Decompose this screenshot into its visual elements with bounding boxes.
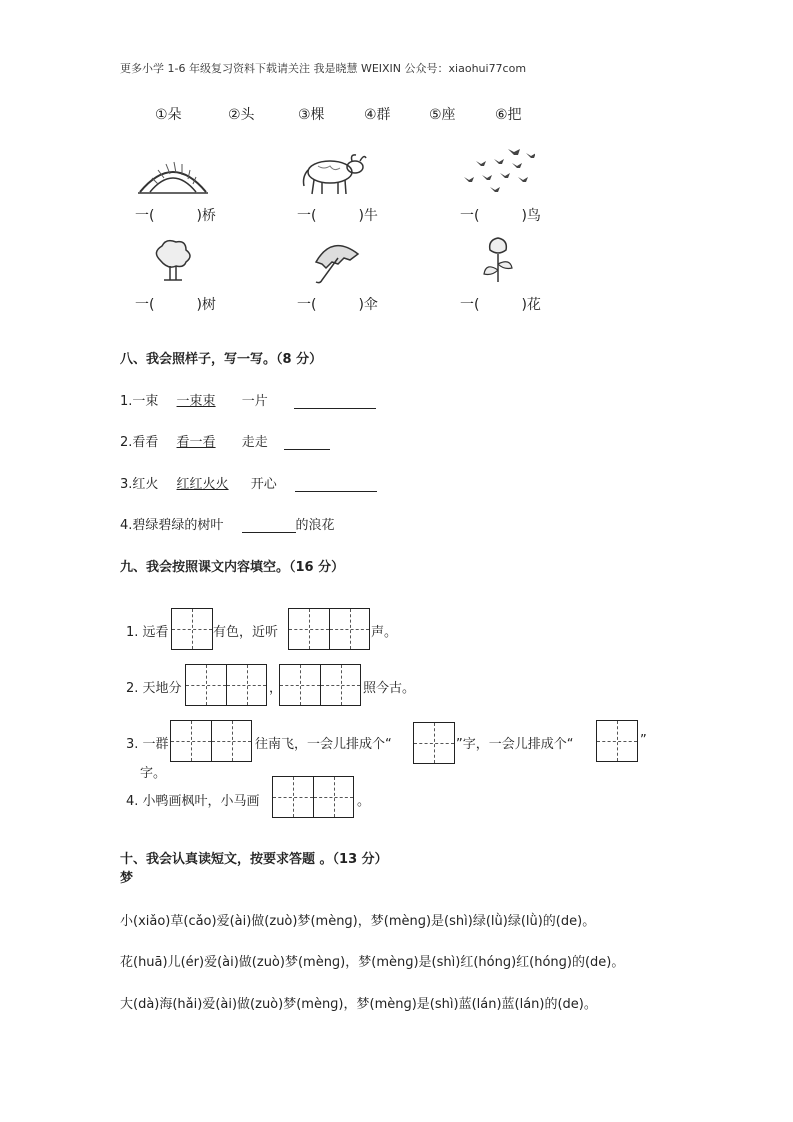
blank-tree: 一( )树 bbox=[135, 297, 216, 313]
option-5: ⑤座 bbox=[429, 107, 456, 123]
tianzi-grid-2a[interactable] bbox=[185, 664, 267, 706]
bridge-icon bbox=[138, 152, 208, 197]
ox-icon bbox=[300, 152, 370, 197]
s9-item-3-c: ”字，一会儿排成个“ bbox=[456, 737, 574, 752]
passage-line-1: 小(xiǎo)草(cǎo)爱(ài)做(zuò)梦(mènɡ)，梦(mènɡ)是(shì)绿(lǜ)绿(lǜ)的(de)。 bbox=[120, 914, 596, 929]
passage-line-2: 花(huā)儿(ér)爱(ài)做(zuò)梦(mènɡ)，梦(mènɡ)是(shì)红(hónɡ)红(hónɡ)的(de)。 bbox=[120, 955, 625, 970]
section-10-title: 十、我会认真读短文，按要求答题 。（13 分） bbox=[120, 852, 388, 867]
s8-item-3: 3.红火 红红火火 开心 bbox=[120, 473, 377, 492]
blank-flower: 一( )花 bbox=[460, 297, 541, 313]
section-8-title: 八、我会照样子，写一写。（8 分） bbox=[120, 352, 323, 367]
tianzi-grid-2b[interactable] bbox=[279, 664, 361, 706]
tianzi-grid-3c[interactable] bbox=[596, 720, 638, 762]
option-1: ①朵 bbox=[155, 107, 182, 123]
s9-item-3-a: 3. 一群 bbox=[126, 737, 169, 752]
page-header: 更多小学 1-6 年级复习资料下载请关注 我是晓慧 WEIXIN 公众号：xiaohui77com bbox=[120, 62, 527, 75]
option-6: ⑥把 bbox=[495, 107, 522, 123]
umbrella-icon bbox=[308, 240, 363, 288]
s9-item-2-c: 照今古。 bbox=[363, 681, 416, 696]
tianzi-grid-1a[interactable] bbox=[171, 608, 213, 650]
s9-item-2-b: ， bbox=[269, 681, 283, 696]
tianzi-grid-3a[interactable] bbox=[170, 720, 252, 762]
section-9-title: 九、我会按照课文内容填空。（16 分） bbox=[120, 560, 345, 575]
birds-icon bbox=[460, 145, 535, 195]
blank-bridge: 一( )桥 bbox=[135, 208, 216, 224]
option-2: ②头 bbox=[228, 107, 255, 123]
option-3: ③棵 bbox=[298, 107, 325, 123]
s8-item-4: 4.碧绿碧绿的树叶 的浪花 bbox=[120, 518, 335, 533]
s9-item-3-b: 往南飞，一会儿排成个“ bbox=[255, 737, 392, 752]
blank-ox: 一( )牛 bbox=[297, 208, 378, 224]
tianzi-grid-1b[interactable] bbox=[288, 608, 370, 650]
flower-icon bbox=[478, 236, 518, 286]
option-4: ④群 bbox=[364, 107, 391, 123]
tianzi-grid-3b[interactable] bbox=[413, 722, 455, 764]
tree-icon bbox=[150, 238, 195, 283]
blank-birds: 一( )鸟 bbox=[460, 208, 541, 224]
passage-title: 梦 bbox=[120, 871, 134, 886]
s8-item-1: 1.一束 一束束 一片 bbox=[120, 390, 376, 409]
s9-item-1-a: 1. 远看 bbox=[126, 625, 169, 640]
s9-item-3-d: ” bbox=[640, 733, 647, 748]
s9-item-2-a: 2. 天地分 bbox=[126, 681, 182, 696]
blank-umbrella: 一( )伞 bbox=[297, 297, 378, 313]
s9-item-4-a: 4. 小鸭画枫叶，小马画 bbox=[126, 794, 260, 809]
s9-item-4-b: 。 bbox=[357, 794, 371, 809]
passage-line-3: 大(dà)海(hǎi)爱(ài)做(zuò)梦(mènɡ)，梦(mènɡ)是(shì)蓝(lán)蓝(lán)的(de)。 bbox=[120, 997, 597, 1012]
s9-item-1-b: 有色，近听 bbox=[213, 625, 279, 640]
s9-item-1-c: 声。 bbox=[371, 625, 398, 640]
s9-item-3-e: 字。 bbox=[140, 766, 167, 781]
s8-item-2: 2.看看 看一看 走走 bbox=[120, 431, 330, 450]
tianzi-grid-4[interactable] bbox=[272, 776, 354, 818]
